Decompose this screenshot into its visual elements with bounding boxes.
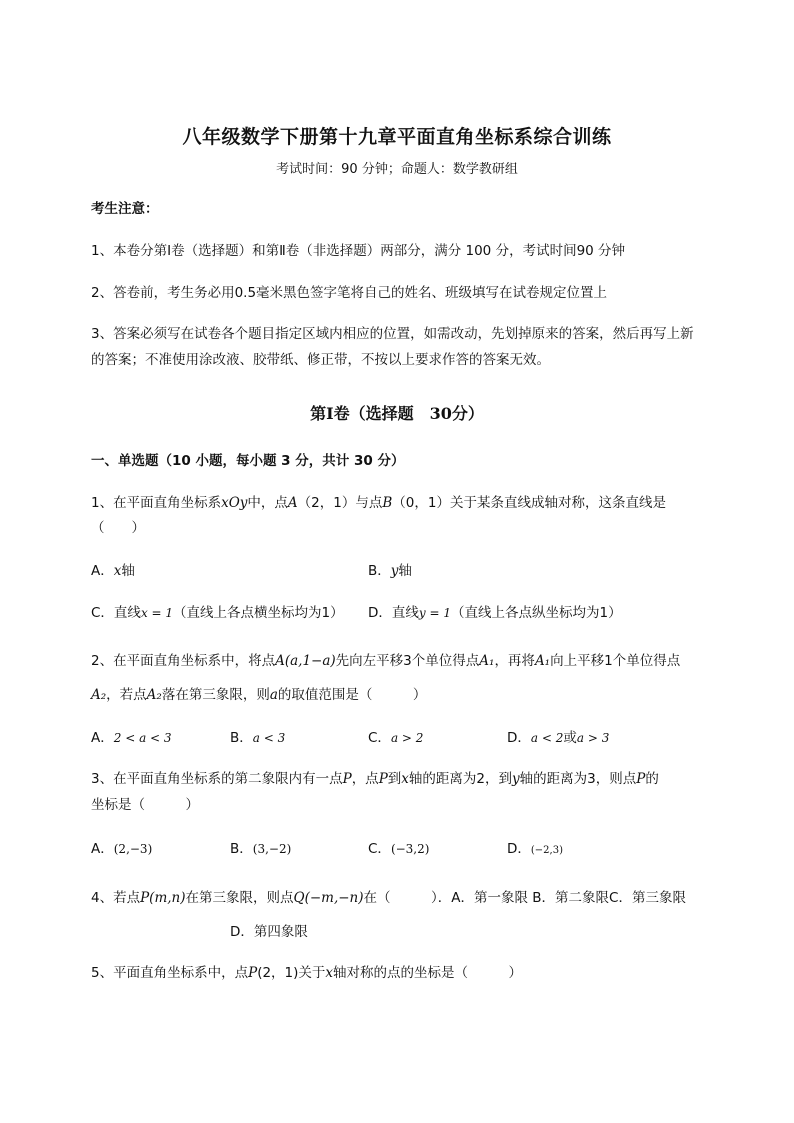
q2-l2-text-2: 落在第三象限，则	[161, 687, 270, 703]
q1-var-a: A	[287, 495, 298, 511]
q3-option-c-math: (−3,2)	[390, 842, 430, 856]
q3-option-d-math: (−2,3)	[530, 845, 563, 856]
q3-var-p: P	[342, 771, 352, 787]
q4-math-p: P(m,n)	[140, 890, 186, 906]
q4-text-2: 在第三象限，则点	[185, 890, 294, 906]
q4-math-q: Q(−m,−n)	[293, 890, 364, 906]
q2-text-1: 2、在平面直角坐标系中，将点	[91, 653, 276, 669]
question-2-stem-line-2	[91, 686, 426, 704]
q2-math-a2: A₂	[91, 687, 107, 703]
q3-text-3: 到	[387, 771, 402, 787]
q1-option-c-label: C．直线	[91, 605, 141, 621]
q1-option-c	[91, 604, 344, 622]
q1-option-a-var: x	[113, 563, 122, 579]
q3-option-a	[91, 840, 152, 858]
q2-option-c-label: C．	[368, 730, 391, 746]
q2-l2-text-1: ，若点	[106, 687, 147, 703]
exam-subtitle: 考试时间：90 分钟；命题人：数学教研组	[276, 162, 518, 177]
q3-option-a-label: A．	[91, 841, 114, 857]
notice-item-1: 1、本卷分第Ⅰ卷（选择题）和第Ⅱ卷（非选择题）两部分，满分 100 分，考试时间90 分钟	[91, 243, 626, 259]
question-1-blank: （ ）	[91, 520, 145, 536]
q3-text-6: 的	[645, 771, 659, 787]
q4-option-d: D．第四象限	[230, 924, 308, 940]
question-1-stem	[91, 494, 666, 512]
q1-option-d-label: D．直线	[368, 605, 419, 621]
q2-option-a-math: 2 < a < 3	[113, 731, 172, 745]
q2-l2-text-3: 的取值范围是（ ）	[277, 687, 427, 703]
q1-var-xoy: xOy	[221, 495, 248, 511]
notice-heading: 考生注意：	[91, 201, 159, 217]
q2-option-b	[230, 729, 285, 747]
notice-item-3-line-1: 3、答案必须写在试卷各个题目指定区域内相应的位置，如需改动，先划掉原来的答案，然后再写上新	[91, 326, 694, 342]
q3-var-p-2: P	[378, 771, 388, 787]
q3-option-a-math: (2,−3)	[113, 842, 153, 856]
q2-math-a2-again: A₂	[146, 687, 162, 703]
q2-option-d	[507, 729, 609, 747]
q1-option-a-text: 轴	[121, 563, 135, 579]
q2-option-a-label: A．	[91, 730, 114, 746]
q5-var-x: x	[325, 965, 334, 981]
q2-option-c	[368, 729, 423, 747]
q1-option-c-math: x = 1	[140, 606, 174, 620]
q2-option-d-math-2: a > 3	[576, 731, 610, 745]
q4-text-1: 4、若点	[91, 890, 141, 906]
q3-var-y: y	[512, 771, 520, 787]
q2-text-2: 先向左平移3个单位得点	[335, 653, 480, 669]
q2-option-a	[91, 729, 172, 747]
q3-text-2: ，点	[351, 771, 379, 787]
q1-option-b-label: B．	[368, 563, 391, 579]
q2-option-d-math-1: a < 2	[530, 731, 564, 745]
q3-option-b-label: B．	[230, 841, 253, 857]
exam-title: 八年级数学下册第十九章平面直角坐标系综合训练	[182, 126, 612, 148]
q1-option-a-label: A．	[91, 563, 114, 579]
q5-var-p: P	[248, 965, 258, 981]
q2-option-d-or: 或	[563, 730, 577, 746]
q2-math-point-a: A(a,1−a)	[275, 653, 336, 669]
q2-option-c-math: a > 2	[390, 731, 424, 745]
q1-option-b	[368, 562, 412, 580]
q1-option-d-text: （直线上各点纵坐标均为1）	[451, 605, 622, 621]
q2-option-d-label: D．	[507, 730, 531, 746]
question-5-stem	[91, 964, 522, 982]
section-title: 第Ⅰ卷（选择题 30分）	[310, 404, 484, 423]
q3-var-x: x	[401, 771, 409, 787]
question-3-stem-line-2: 坐标是（ ）	[91, 797, 199, 813]
q1-text-1: 1、在平面直角坐标系	[91, 495, 222, 511]
q2-math-a1-again: A₁	[534, 653, 551, 669]
q3-option-d-label: D．	[507, 841, 531, 857]
q2-option-b-label: B．	[230, 730, 253, 746]
q1-var-b: B	[382, 495, 393, 511]
q1-option-a	[91, 562, 135, 580]
q5-text-3: 轴对称的点的坐标是（ ）	[333, 965, 523, 981]
q2-math-a1: A₁	[479, 653, 495, 669]
notice-item-2: 2、答卷前，考生务必用0.5毫米黑色签字笔将自己的姓名、班级填写在试卷规定位置上	[91, 285, 608, 301]
q2-option-b-math: a < 3	[252, 731, 286, 745]
q5-text-1: 5、平面直角坐标系中，点	[91, 965, 249, 981]
notice-item-3-line-2: 的答案；不准使用涂改液、胶带纸、修正带，不按以上要求作答的答案无效。	[91, 352, 550, 368]
q1-option-d	[368, 604, 622, 622]
q5-text-2: (2，1)关于	[257, 965, 326, 981]
q1-option-b-var: y	[390, 563, 399, 579]
q2-math-var-a: a	[269, 687, 278, 703]
q2-text-3: ，再将	[494, 653, 535, 669]
q3-text-5: 轴的距离为3，则点	[519, 771, 637, 787]
q1-text-3: （2，1）与点	[297, 495, 383, 511]
q1-text-2: 中，点	[247, 495, 288, 511]
q3-option-b	[230, 840, 291, 858]
question-2-stem	[91, 652, 680, 670]
q1-option-c-text: （直线上各点横坐标均为1）	[173, 605, 344, 621]
q3-text-1: 3、在平面直角坐标系的第二象限内有一点	[91, 771, 343, 787]
question-4-stem	[91, 889, 686, 907]
q3-var-p-3: P	[636, 771, 646, 787]
q1-option-b-text: 轴	[398, 563, 412, 579]
question-3-stem	[91, 770, 659, 788]
q3-option-b-math: (3,−2)	[252, 842, 292, 856]
part-heading: 一、单选题（10 小题，每小题 3 分，共计 30 分）	[91, 453, 405, 469]
q3-option-d	[507, 840, 563, 860]
q2-text-4: 向上平移1个单位得点	[550, 653, 681, 669]
q4-text-3: 在（ ）．A．第一象限 B．第二象限C．第三象限	[363, 890, 686, 906]
q1-text-4: （0，1）关于某条直线成轴对称，这条直线是	[392, 495, 666, 511]
q1-option-d-math: y = 1	[418, 606, 452, 620]
q3-text-4: 轴的距离为2，到	[408, 771, 512, 787]
q3-option-c-label: C．	[368, 841, 391, 857]
q3-option-c	[368, 840, 429, 858]
